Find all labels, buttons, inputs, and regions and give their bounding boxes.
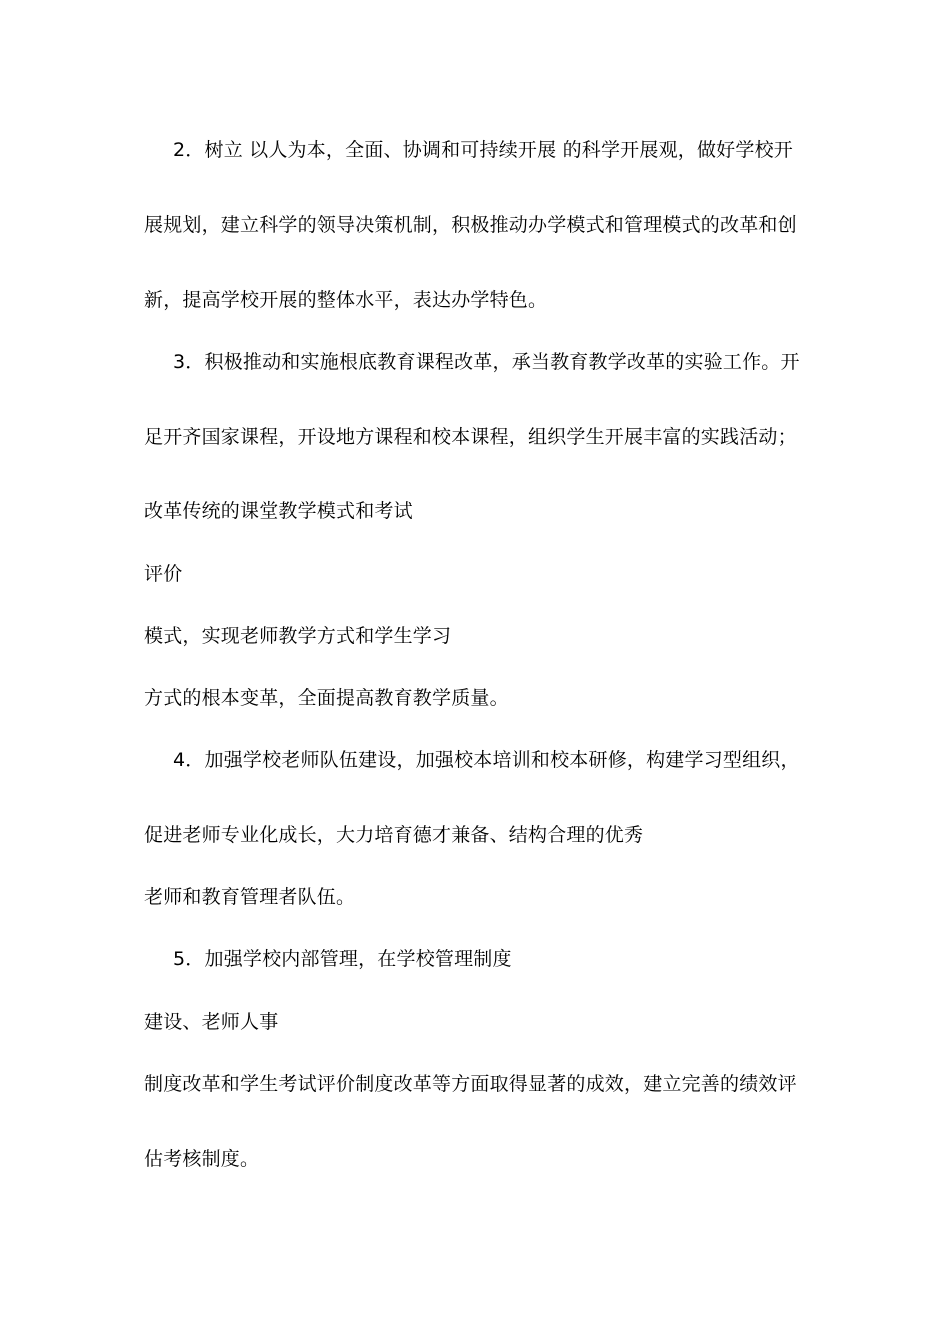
paragraph-3-line-1: 3．积极推动和实施根底教育课程改革，承当教育教学改革的实验工作。开 <box>173 351 800 373</box>
paragraph-4-line-2: 促进老师专业化成长，大力培育德才兼备、结构合理的优秀 <box>144 824 644 846</box>
paragraph-5-line-4: 估考核制度。 <box>144 1148 260 1170</box>
paragraph-3-line-6: 方式的根本变革，全面提高教育教学质量。 <box>144 687 509 709</box>
paragraph-2-line-3: 新，提高学校开展的整体水平，表达办学特色。 <box>144 289 548 311</box>
paragraph-3-line-5: 模式，实现老师教学方式和学生学习 <box>144 625 452 647</box>
paragraph-3-line-4: 评价 <box>144 563 183 585</box>
paragraph-5-line-2: 建设、老师人事 <box>144 1011 279 1033</box>
paragraph-3-line-3: 改革传统的课堂教学模式和考试 <box>144 500 413 522</box>
paragraph-5-line-1: 5．加强学校内部管理，在学校管理制度 <box>173 948 512 970</box>
paragraph-4-line-3: 老师和教育管理者队伍。 <box>144 886 356 908</box>
paragraph-2-line-2: 展规划，建立科学的领导决策机制，积极推动办学模式和管理模式的改革和创 <box>144 214 797 236</box>
paragraph-4-line-1: 4．加强学校老师队伍建设，加强校本培训和校本研修，构建学习型组织， <box>173 749 800 771</box>
paragraph-2-line-1: 2．树立 以人为本，全面、协调和可持续开展 的科学开展观，做好学校开 <box>173 139 793 161</box>
paragraph-5-line-3: 制度改革和学生考试评价制度改革等方面取得显著的成效，建立完善的绩效评 <box>144 1073 797 1095</box>
paragraph-3-line-2: 足开齐国家课程，开设地方课程和校本课程，组织学生开展丰富的实践活动； <box>144 426 797 448</box>
